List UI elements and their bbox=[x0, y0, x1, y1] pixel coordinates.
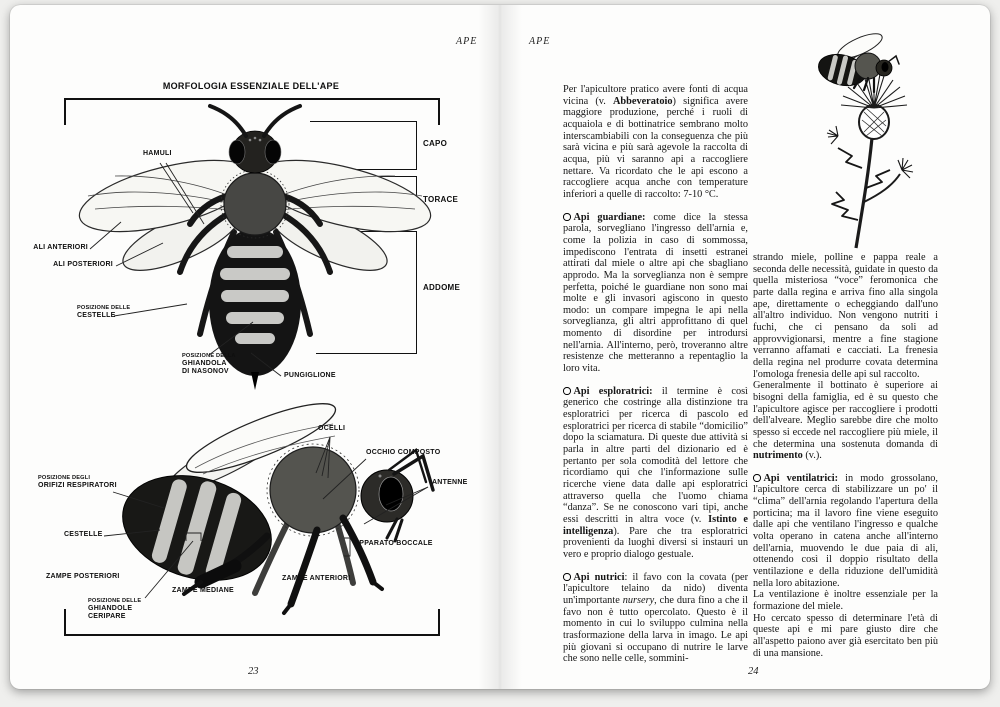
label-orifizi-small: POSIZIONE DEGLI bbox=[38, 475, 91, 481]
page-number-left: 23 bbox=[248, 666, 259, 677]
label-ghiandola-nasonov-l2: DI NASONOV bbox=[182, 368, 229, 376]
paragraph bbox=[753, 589, 938, 612]
label-posizione-cestelle bbox=[77, 305, 130, 320]
text-run: ). Pare che tra esploratrici provenienti da luoghi diversi si instauri un vero e proprio dialogo gestuale. bbox=[563, 525, 748, 560]
running-head-right: APE bbox=[529, 36, 551, 47]
label-antenne: ANTENNE bbox=[432, 479, 468, 486]
label-ali-posteriori: ALI POSTERIORI bbox=[53, 261, 113, 268]
text-run: Ho cercato spesso di determinare l'età di queste api e mi pare giusto dire che all'aspetto paiono aver già esercitato ben più di una mansione. bbox=[753, 612, 938, 659]
label-pungiglione: PUNGIGLIONE bbox=[284, 372, 336, 379]
text-run: come dice la stessa parola, sorvegliano l'ingresso dell'arnia e, come la polizia in caso di sommossa, impediscono l'entrata di insetti estranei attirati dal miele o altre api che sbagliano approdo. Ma la sorveglianza non è sempre perfetta, poiché le guardiane non sono mai molte e gli invasori agiscono in questo modo: un compare impegna le api nella sorveglianza, gli altri approfittano di quel momento di disordine per introdursi nell'arnia. All'interno, però, troveranno altre resistenze che metteranno a repentaglio la loro vita. bbox=[563, 211, 748, 375]
label-ceripare-l2: CERIPARE bbox=[88, 613, 126, 621]
text-run: , che dura fino a che il favo non è tutto opercolato. Questo è il momento in cui lo sviluppo culmina nella trasformazione della larva in imago. Le api più giovani si occupano di nutrire le larve che sono nelle celle, sommini- bbox=[563, 594, 748, 665]
diagram-leader-lines bbox=[30, 80, 470, 650]
label-addome: ADDOME bbox=[423, 283, 461, 292]
bee-on-flower-illustration bbox=[768, 6, 963, 251]
label-ali-anteriori: ALI ANTERIORI bbox=[33, 244, 88, 251]
text-run: La ventilazione è inoltre essenziale per la formazione del miele. bbox=[753, 589, 938, 613]
text-run: Api guardiane: bbox=[573, 211, 654, 223]
text-run: Generalmente il bottinato è superiore ai bisogni della famiglia, ed è su questo che l'apicultore agisce per raccogliere i prodotti dell'alveare. Meglio sarebbe dire che molto spesso si eccede nel raccogliere più miele, il che determina una sostenuta domanda di bbox=[753, 380, 938, 450]
page-gutter-shadow bbox=[478, 5, 522, 689]
paragraph-marker-icon bbox=[563, 213, 571, 221]
label-ghiandole-ceripare bbox=[88, 598, 141, 621]
text-run: Api esploratrici: bbox=[573, 385, 662, 397]
page-number-right: 24 bbox=[748, 666, 759, 677]
text-run: : il favo con la covata (per l'apicultore telaino da nido) diventa un'importante bbox=[563, 571, 749, 606]
text-run: in modo grossolano, l'apicultore cerca di stabilizzare un po' il “clima” dell'arnia regolando l'apertura della porticina; ma il lavoro fine viene eseguito dalle api che ventilano l'ingresso e qualche volta operano in catena anche all'interno dell'arnia, muovendo le due paia di ali, ottenendo così il doppio risultato della ventilazione e della riduzione dell'umidità nella loro abitazione. bbox=[753, 472, 938, 589]
label-ghiandola-nasonov-l1: GHIANDOLA bbox=[182, 359, 227, 367]
diagram-title: MORFOLOGIA ESSENZIALE DELL'APE bbox=[162, 81, 340, 91]
paragraph-marker-icon bbox=[563, 387, 571, 395]
text-run: strando miele, polline e pappa reale a seconda delle necessità, guidate in questo da quella misteriosa “voce” feromonica che parte dalla regina e arriva fino alla singola ape, direttamente o echeggiando dall'uno all'altro individuo. Non vengono nutriti i fuchi, che ci pensano da soli ad approvvigionarsi, mentre a fine stagione verranno affamati e cacciati. La frenesia della regina nel produrre covata determina l'omologa frenesia delle api sul raccolto. bbox=[753, 252, 938, 380]
text-run: il termine è così generico che costringe alla distinzione tra esploratrici per ricerca di pascolo ed esploratrici per ricerca di stabile “domicilio” dopo la sciamatura. Di queste due attività si parla in altre parti del dizionario ed è pertanto per sola comodità del lettore che ricordiamo qui che l'informazione sulle ricerche viene data dalle api esploratrici attraverso quella che l'uomo chiama “danza”. Se ne conoscono vari tipi, anche essi descritti in altra voce (v. bbox=[563, 385, 748, 525]
text-run: Per l'apicultore pratico avere fonti di acqua vicina (v. bbox=[563, 84, 748, 107]
text-run: (v.). bbox=[802, 450, 822, 462]
label-hamuli: HAMULI bbox=[143, 150, 172, 157]
text-run: ) significa avere maggiore produzione, perché i ruoli di acquaiola e di bottinatrice sembrano molto interscambiabili con la conseguenza che più sarà vicina e più sarà agevole la raccolta di acqua, più vi saranno api a raccogliere nettare. Va ricordato che le api escono a raccogliere acqua anche con temperature inferiori a quelle di raccolto: 7-10 °C. bbox=[563, 95, 749, 200]
label-ghiandola-nasonov-small: POSIZIONE DELLA bbox=[182, 353, 236, 359]
label-ceripare-small: POSIZIONE DELLE bbox=[88, 598, 142, 604]
text-column-2 bbox=[753, 252, 938, 659]
paragraph-marker-icon bbox=[563, 573, 571, 581]
label-apparato-boccale: APPARATO BOCCALE bbox=[354, 540, 433, 547]
paragraph bbox=[753, 252, 938, 380]
text-run: Istinto e intelligenza bbox=[563, 513, 748, 537]
label-occhio-composto: OCCHIO COMPOSTO bbox=[366, 449, 441, 456]
label-zampe-mediane: ZAMPE MEDIANE bbox=[172, 587, 234, 594]
paragraph bbox=[563, 84, 748, 201]
text-run: Api ventilatrici: bbox=[763, 472, 846, 484]
paragraph bbox=[753, 473, 938, 590]
running-head-left: APE bbox=[456, 36, 478, 47]
text-column-1 bbox=[563, 84, 748, 665]
paragraph bbox=[563, 212, 748, 375]
paragraph bbox=[563, 386, 748, 561]
label-zampe-posteriori: ZAMPE POSTERIORI bbox=[46, 573, 120, 580]
paragraph-marker-icon bbox=[753, 474, 761, 482]
label-orifizi-main: ORIFIZI RESPIRATORI bbox=[38, 481, 117, 489]
label-orifizi-respiratori bbox=[38, 475, 117, 490]
label-capo: CAPO bbox=[423, 139, 448, 148]
text-run: Api nutrici bbox=[573, 571, 625, 583]
label-ghiandola-nasonov bbox=[182, 353, 236, 376]
label-torace: TORACE bbox=[423, 195, 459, 204]
text-run: nutrimento bbox=[753, 450, 803, 462]
label-ocelli: OCELLI bbox=[318, 425, 346, 432]
label-posizione-cestelle-small: POSIZIONE DELLE bbox=[77, 305, 131, 311]
label-zampe-anteriori: ZAMPE ANTERIORI bbox=[282, 575, 351, 582]
paragraph bbox=[563, 572, 748, 665]
text-run: Abbeveratoio bbox=[613, 95, 673, 107]
label-ceripare-l1: GHIANDOLE bbox=[88, 604, 133, 612]
text-run: nursery bbox=[622, 594, 655, 606]
label-posizione-cestelle-main: CESTELLE bbox=[77, 311, 116, 319]
paragraph bbox=[753, 613, 938, 660]
paragraph bbox=[753, 380, 938, 462]
label-cestelle-lateral: CESTELLE bbox=[64, 531, 103, 538]
